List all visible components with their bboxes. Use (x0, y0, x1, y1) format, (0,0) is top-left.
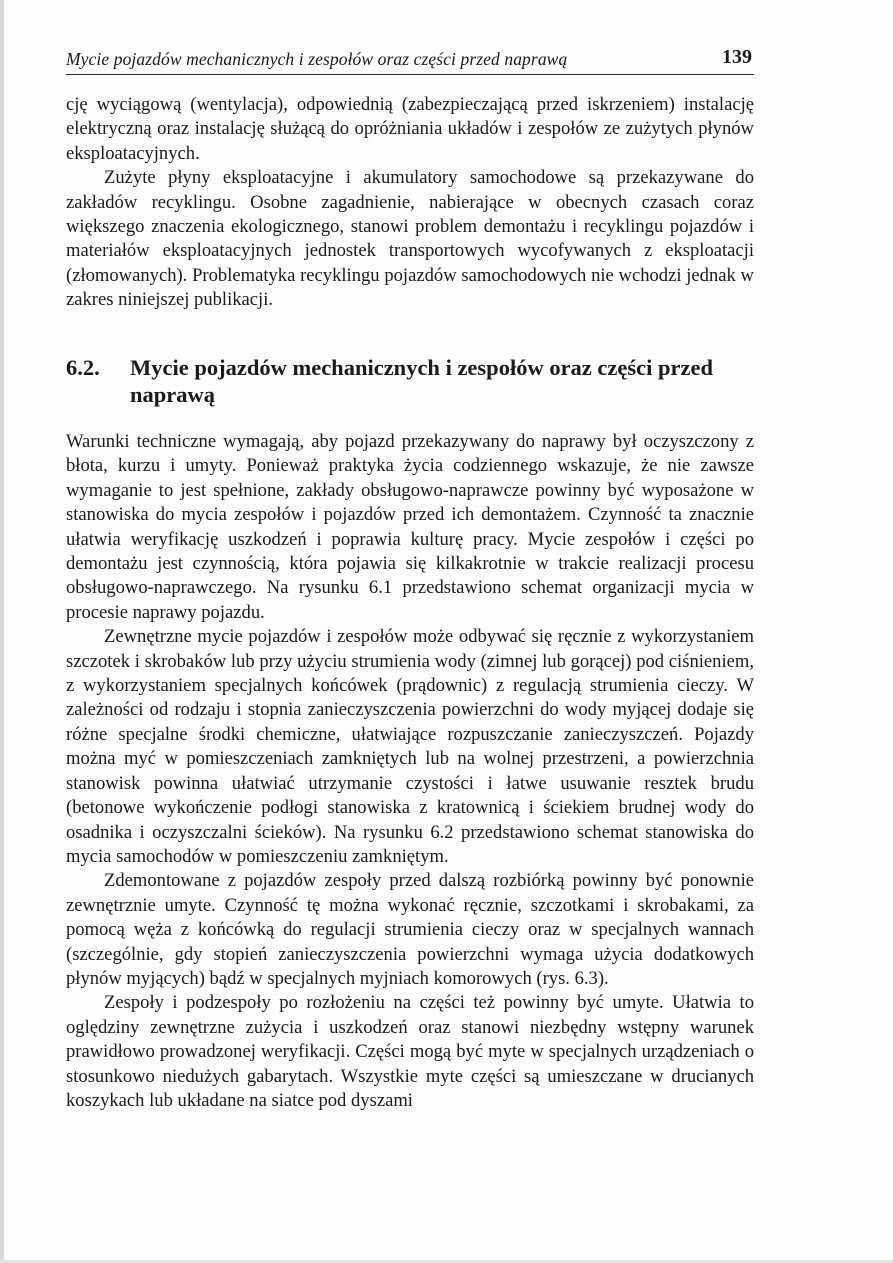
paragraph: Warunki techniczne wymagają, aby pojazd przekazywany do naprawy był oczyszczony z błota, kurzu i umyty. Ponieważ praktyka życia codziennego wskazuje, że nie zawsze wymaganie to jest spełnione, zakłady obsługowo-naprawcze powinny być wyposażone w stanowiska do mycia zespołów i pojazdów przed ich demontażem. Czynność ta znacznie ułatwia weryfikację uszkodzeń i poprawia kulturę pracy. Mycie zespołów i części po demontażu jest czynnością, która pojawia się kilkakrotnie w trakcie realizacji procesu obsługowo-naprawczego. Na rysunku 6.1 przedstawiono schemat organizacji mycia w procesie naprawy pojazdu. (66, 431, 754, 623)
running-title: Mycie pojazdów mechanicznych i zespołów oraz części przed naprawą (66, 49, 568, 69)
paragraph: Zespoły i podzespoły po rozłożeniu na części też powinny być umyte. Ułatwia to oględziny zewnętrzne zużycia i uszkodzeń oraz stanowi niezbędny wstępny warunek prawidłowo prowadzonej weryfikacji. Części mogą być myte w specjalnych urządzeniach o stosunkowo niedużych gabarytach. Wszystkie myte części są umieszczane w drucianych koszykach lub układane na siatce pod dyszami (66, 992, 754, 1111)
paragraph: Zdemontowane z pojazdów zespoły przed dalszą rozbiórką powinny być ponownie zewnętrznie umyte. Czynność tę można wykonać ręcznie, szczotkami i skrobakami, za pomocą węża z końcówką do regulacji strumienia cieczy oraz w specjalnych wannach (szczególnie, gdy stopień zanieczyszczenia powierzchni wymaga użycia dodatkowych płynów myjących) bądź w specjalnych myjniach komorowych (rys. 6.3). (66, 870, 754, 989)
page-number: 139 (722, 46, 752, 68)
paragraph: Zużyte płyny eksploatacyjne i akumulatory samochodowe są przekazywane do zakładów recyklingu. Osobne zagadnienie, nabierające w obecnych czasach coraz większego znaczenia ekologicznego, stanowi problem demontażu i recyklingu pojazdów i materiałów eksploatacyjnych jednostek transportowych wycofywanych z eksploatacji (złomowanych). Problematyka recyklingu pojazdów samochodowych nie wchodzi jednak w zakres niniejszej publikacji. (66, 167, 754, 311)
scan-left-edge (0, 0, 4, 1263)
section-body (66, 430, 754, 1113)
paragraph-continued: cję wyciągową (wentylacja), odpowiednią (zabezpieczającą przed iskrzeniem) instalację elektryczną oraz instalację służącą do opróżniania układów i zespołów ze zużytych płynów eksploatacyjnych. (66, 94, 754, 164)
running-header (66, 40, 754, 75)
section-number: 6.2. (66, 355, 100, 380)
top-text-block (66, 93, 754, 313)
section-title: Mycie pojazdów mechanicznych i zespołów oraz części przed naprawą (130, 355, 713, 407)
paragraph: Zewnętrzne mycie pojazdów i zespołów może odbywać się ręcznie z wykorzystaniem szczotek i skrobaków lub przy użyciu strumienia wody (zimnej lub gorącej) pod ciśnieniem, z wykorzystaniem specjalnych końcówek (prądownic) z regulacją strumienia cieczy. W zależności od rodzaju i stopnia zanieczyszczenia powierzchni do wody myjącej dodaje się różne specjalne środki chemiczne, ułatwiające rozpuszczanie zanieczyszczeń. Pojazdy można myć w pomieszczeniach zamkniętych lub na wolnej przestrzeni, a powierzchnia stanowisk powinna ułatwiać utrzymanie czystości i łatwe usuwanie resztek brudu (betonowe wykończenie podłogi stanowiska z kratownicą i ściekiem brudnej wody do osadnika i oczyszczalni ścieków). Na rysunku 6.2 przedstawiono schemat stanowiska do mycia samochodów w pomieszczeniu zamkniętym. (66, 626, 754, 867)
